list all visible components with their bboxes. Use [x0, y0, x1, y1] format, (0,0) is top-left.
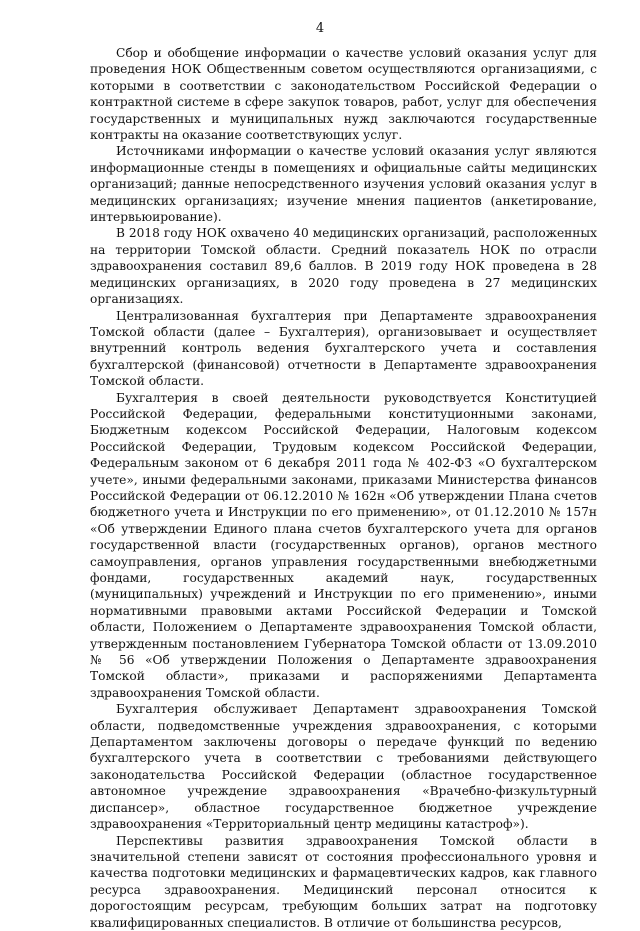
page-number: 4	[315, 21, 325, 36]
paragraph-nok-results: В 2018 году НОК охвачено 40 медицинских организаций, расположенных на территории Томской области. Средний показатель НОК по отрасли здравоохранения составил 89,6 баллов. В 2019 году НОК проведена в 28 медицинских организациях, в 2020 году проведена в 27 медицинских организациях.	[90, 226, 597, 307]
paragraph-nok-data-collection: Сбор и обобщение информации о качестве условий оказания услуг для проведения НОК Общественным советом осуществляются организациями, с которыми в соответствии с законодательством Российской Федерации о контрактной системе в сфере закупок товаров, работ, услуг для обеспечения государственных и муниципальных нужд заключаются государственные контракты на оказание соответствующих услуг.	[90, 46, 597, 143]
paragraph-accounting-services: Бухгалтерия обслуживает Департамент здравоохранения Томской области, подведомственные учреждения здравоохранения, с которыми Департаментом заключены договоры о передаче функций по ведению бухгалтерского учета в соответствии с требованиями действующего законодательства Российской Федерации (областное государственное автономное учреждение здравоохранения «Врачебно-физкультурный диспансер», областное государственное бюджетное учреждение здравоохранения «Территориальный центр медицины катастроф»).	[90, 702, 597, 832]
paragraph-information-sources: Источниками информации о качестве условий оказания услуг являются информационные стенды в помещениях и официальные сайты медицинских организаций; данные непосредственного изучения условий оказания услуг в медицинских организациях; изучение мнения пациентов (анкетирование, интервьюирование).	[90, 144, 597, 225]
paragraph-legal-basis: Бухгалтерия в своей деятельности руководствуется Конституцией Российской Федерации, федеральными конституционными законами, Бюджетным кодексом Российской Федерации, Налоговым кодексом Российской Федерации, Трудовым кодексом Российской Федерации, Федеральным законом от 6 декабря 2011 года № 402-ФЗ «О бухгалтерском учете», иными федеральными законами, приказами Министерства финансов Российской Федерации от 06.12.2010 № 162н «Об утверждении Плана счетов бюджетного учета и Инструкции по его применению», от 01.12.2010 № 157н «Об утверждении Единого плана счетов бухгалтерского учета для органов государственной власти (государственных органов), органов местного самоуправления, органов управления государственными внебюджетными фондами, государственных академий наук, государственных (муниципальных) учреждений и Инструкции по его применению», иными нормативными правовыми актами Российской Федерации и Томской области, Положением о Департаменте здравоохранения Томской области, утвержденным постановлением Губернатора Томской области от 13.09.2010 № 56 «Об утверждении Положения о Департаменте здравоохранения Томской области», приказами и распоряжениями Департамента здравоохранения Томской области.	[90, 390, 597, 700]
paragraph-staffing-prospects: Перспективы развития здравоохранения Томской области в значительной степени зависят от состояния профессионального уровня и качества подготовки медицинских и фармацевтических кадров, как главного ресурса здравоохранения. Медицинский персонал относится к дорогостоящим ресурсам, требующим больших затрат на подготовку квалифицированных специалистов. В отличие от большинства ресурсов,	[90, 833, 597, 930]
document-body	[90, 45, 597, 931]
paragraph-central-accounting: Централизованная бухгалтерия при Департаменте здравоохранения Томской области (далее – Бухгалтерия), организовывает и осуществляет внутренний контроль ведения бухгалтерского учета и составления бухгалтерской (финансовой) отчетности в Департаменте здравоохранения Томской области.	[90, 308, 597, 389]
